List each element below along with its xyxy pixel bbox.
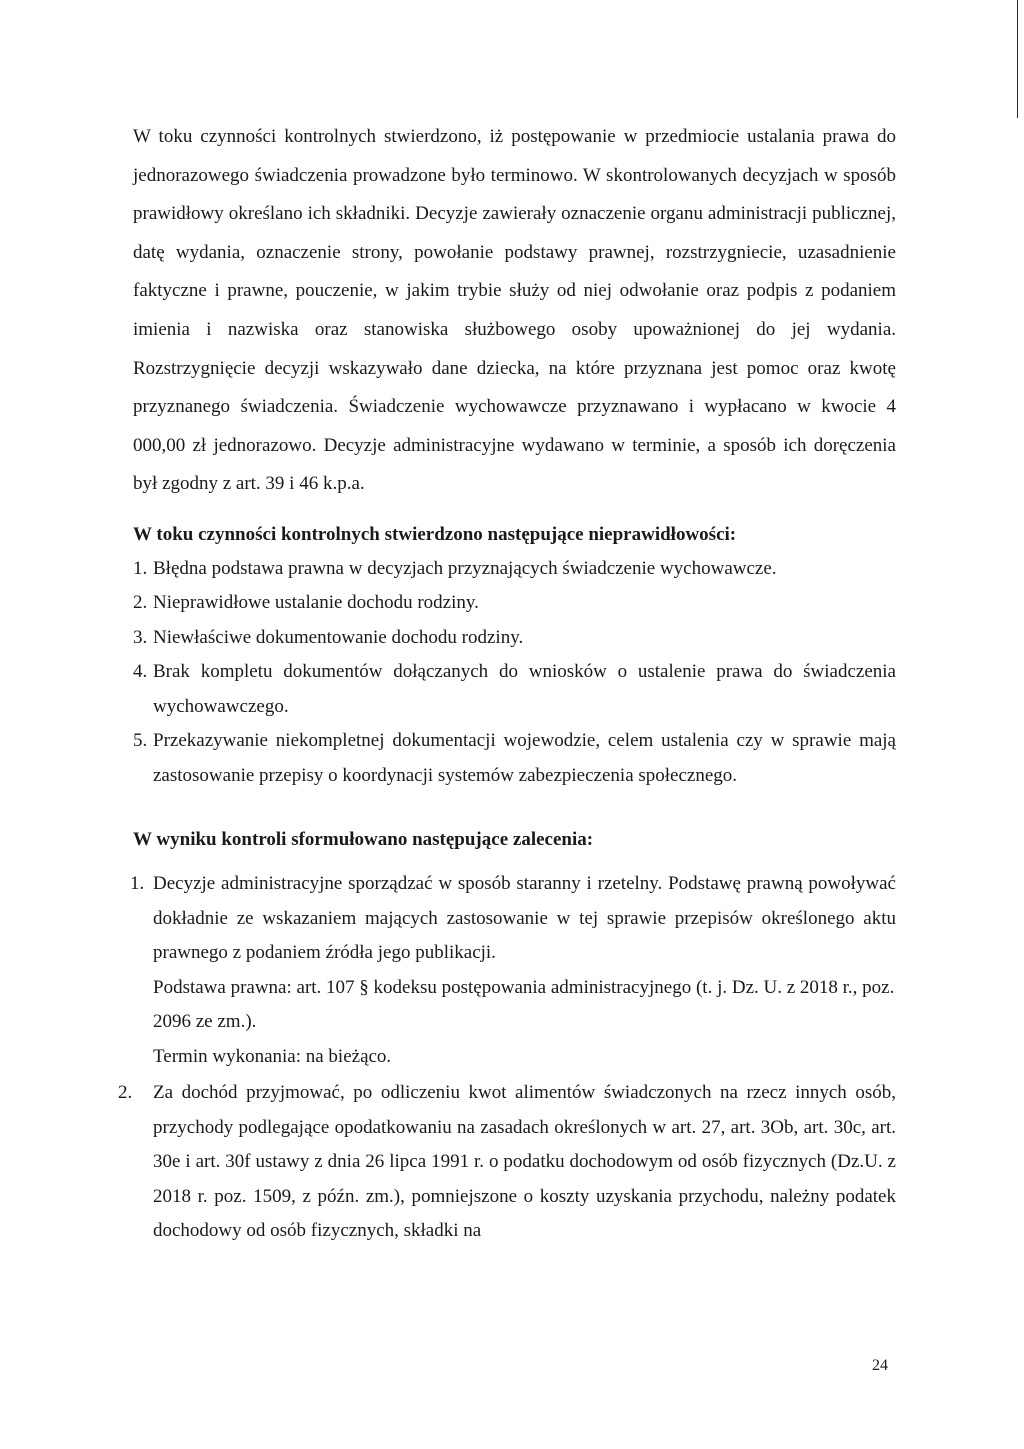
list-item: 1. Błędna podstawa prawna w decyzjach przyznających świadczenie wychowawcze. xyxy=(133,557,777,579)
recommendation-text: Za dochód przyjmować, po odliczeniu kwot alimentów świadczonych na rzecz innych osób, przychody podlegające opodatkowaniu na zasadach określonych w art. 27, art. 3Ob, art. 30c, art. 30e i art. 30f ustawy z dnia 26 lipca 1991 r. o podatku dochodowym od osób fizycznych (Dz.U. z 2018 r. poz. 1509, z późn. zm.), pomniejszone o koszty uzyskania przychodu, należny podatek dochodowy od osób fizycznych, składki na xyxy=(153,1082,896,1242)
deadline: Termin wykonania: na bieżąco. xyxy=(153,1045,392,1067)
findings-paragraph: W toku czynności kontrolnych stwierdzono, iż postępowanie w przedmiocie ustalania prawa do jednorazowego świadczenia prowadzone było terminowo. W skontrolowanych decyzjach w sposób prawidłowy określano ich składniki. Decyzje zawierały oznaczenie organu administracji publicznej, datę wydania, oznaczenie strony, powołanie podstawy prawnej, rozstrzygniecie, uzasadnienie faktyczne i prawne, pouczenie, w jakim trybie służy od niej odwołanie oraz podpis z podaniem imienia i nazwiska oraz stanowiska służbowego osoby upoważnionej do jej wydania. Rozstrzygnięcie decyzji wskazywało dane dziecka, na które przyznana jest pomoc oraz kwotę przyznanego świadczenia. Świadczenie wychowawcze przyznawano i wypłacano w kwocie 4 000,00 zł jednorazowo. Decyzje administracyjne wydawano w terminie, a sposób ich doręczenia był zgodny z art. 39 i 46 k.p.a. xyxy=(133,126,896,495)
recommendations-list xyxy=(118,867,896,1249)
irregularities-list xyxy=(133,552,896,794)
scan-edge-line xyxy=(1017,0,1018,118)
list-item: 5. Przekazywanie niekompletnej dokumentacji wojewodzie, celem ustalenia czy w sprawie mają zastosowanie przepisy o koordynacji systemów zabezpieczenia społecznego. xyxy=(133,730,896,786)
list-item: 2. Za dochód przyjmować, po odliczeniu kwot alimentów świadczonych na rzecz innych osób, przychody podlegające opodatkowaniu na zasadach określonych w art. 27, art. 3Ob, art. 30c, art. 30e i art. 30f ustawy z dnia 26 lipca 1991 r. o podatku dochodowym od osób fizycznych (Dz.U. z 2018 r. poz. 1509, z późn. zm.), pomniejszone o koszty uzyskania przychodu, należny podatek dochodowy od osób fizycznych, składki na xyxy=(118,1082,896,1242)
legal-basis: Podstawa prawna: art. 107 § kodeksu postępowania administracyjnego (t. j. Dz. U. z 2018 r., poz. 2096 ze zm.). xyxy=(153,976,895,1033)
list-item: 2. Nieprawidłowe ustalanie dochodu rodziny. xyxy=(133,592,479,614)
list-item: 3. Niewłaściwe dokumentowanie dochodu rodziny. xyxy=(133,626,524,648)
recommendation-text: Decyzje administracyjne sporządzać w sposób staranny i rzetelny. Podstawę prawną powoływać dokładnie ze wskazaniem mających zastosowanie w tej sprawie przepisów określonego aktu prawnego z podaniem źródła jego publikacji. xyxy=(153,873,896,964)
page-number: 24 xyxy=(872,1357,888,1374)
document-page xyxy=(118,118,896,1249)
recommendations-heading: W wyniku kontroli sformułowano następujące zalecenia: xyxy=(133,829,594,851)
irregularities-heading: W toku czynności kontrolnych stwierdzono następujące nieprawidłowości: xyxy=(133,523,737,545)
list-item: 1. Decyzje administracyjne sporządzać w sposób staranny i rzetelny. Podstawę prawną powoływać dokładnie ze wskazaniem mających zastosowanie w tej sprawie przepisów określonego aktu prawnego z podaniem źródła jego publikacji. Podstawa prawna: art. 107 § kodeksu postępowania administracyjnego (t. j. Dz. U. z 2018 r., poz. 2096 ze zm.). Termin wykonania: na bieżąco. xyxy=(133,867,896,1074)
list-item: 4. Brak kompletu dokumentów dołączanych do wniosków o ustalenie prawa do świadczenia wychowawczego. xyxy=(133,661,896,717)
